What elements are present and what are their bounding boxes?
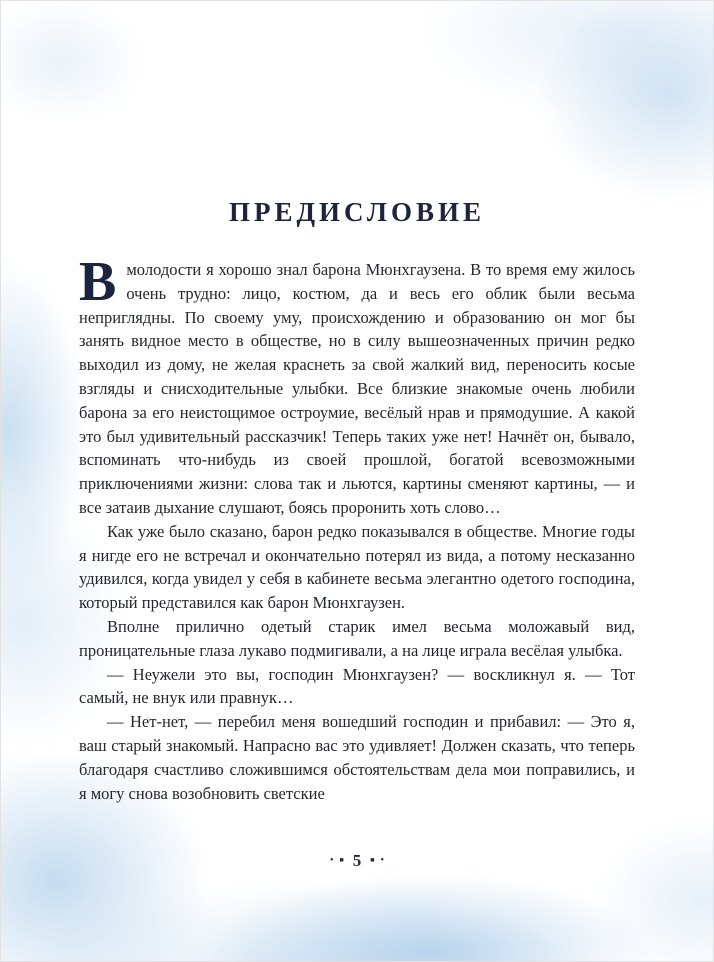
body-text bbox=[79, 251, 635, 805]
footer-ornament-dot-left: • bbox=[330, 855, 334, 866]
paragraph-3: Вполне прилично одетый старик имел весьма моложавый вид, проницательные глаза лукаво подмигивали, а на лице играла весёлая улыбка. bbox=[79, 616, 635, 660]
paragraph-4: — Неужели это вы, господин Мюнхгаузен? — воскликнул я. — Тот самый, не внук или правнук… bbox=[79, 664, 635, 708]
paragraph-2: Как уже было сказано, барон редко показывался в обществе. Многие годы я нигде его не встречал и окончательно потерял из вида, а потому несказанно удивился, когда увидел у себя в кабинете весьма элегантно одетого господина, который представился как барон Мюнхгаузен. bbox=[79, 521, 635, 613]
drop-cap: В bbox=[79, 251, 117, 313]
footer-ornament-square-left: ■ bbox=[339, 856, 344, 864]
paragraph-1-text: молодости я хорошо знал барона Мюнхгаузена. В то время ему жилось очень трудно: лицо, костюм, да и весь его облик были весьма неприглядны. По своему уму, происхождению и образованию он мог бы занять видное место в обществе, но в силу вышеозначенных причин редко выходил из дому, не желая краснеть за свой жалкий вид, переносить косые взгляды и снисходительные улыбки. Все близкие знакомые очень любили барона за его неистощимое остроумие, весёлый нрав и прямодушие. А какой это был удивительный рассказчик! Теперь таких уже нет! Начнёт он, бывало, вспоминать что-нибудь из своей прошлой, богатой всевозможными приключениями жизни: слова так и льются, картины сменяют картины, — и все затаив дыхание слушают, боясь проронить хоть слово… bbox=[79, 260, 635, 517]
page-content bbox=[1, 1, 713, 805]
page-number: 5 bbox=[352, 851, 362, 870]
footer-ornament-square-right: ■ bbox=[370, 856, 375, 864]
page-title: ПРЕДИСЛОВИЕ bbox=[228, 197, 486, 227]
paragraph-1 bbox=[79, 251, 635, 520]
page-footer bbox=[1, 851, 713, 871]
paragraph-5: — Нет-нет, — перебил меня вошедший господин и прибавил: — Это я, ваш старый знакомый. Напрасно вас это удивляет! Должен сказать, что теперь благодаря счастливо сложившимся обстоятельствам дела мои поправились, и я могу снова возобновить светские bbox=[79, 712, 635, 803]
footer-ornament-dot-right: • bbox=[380, 855, 384, 866]
